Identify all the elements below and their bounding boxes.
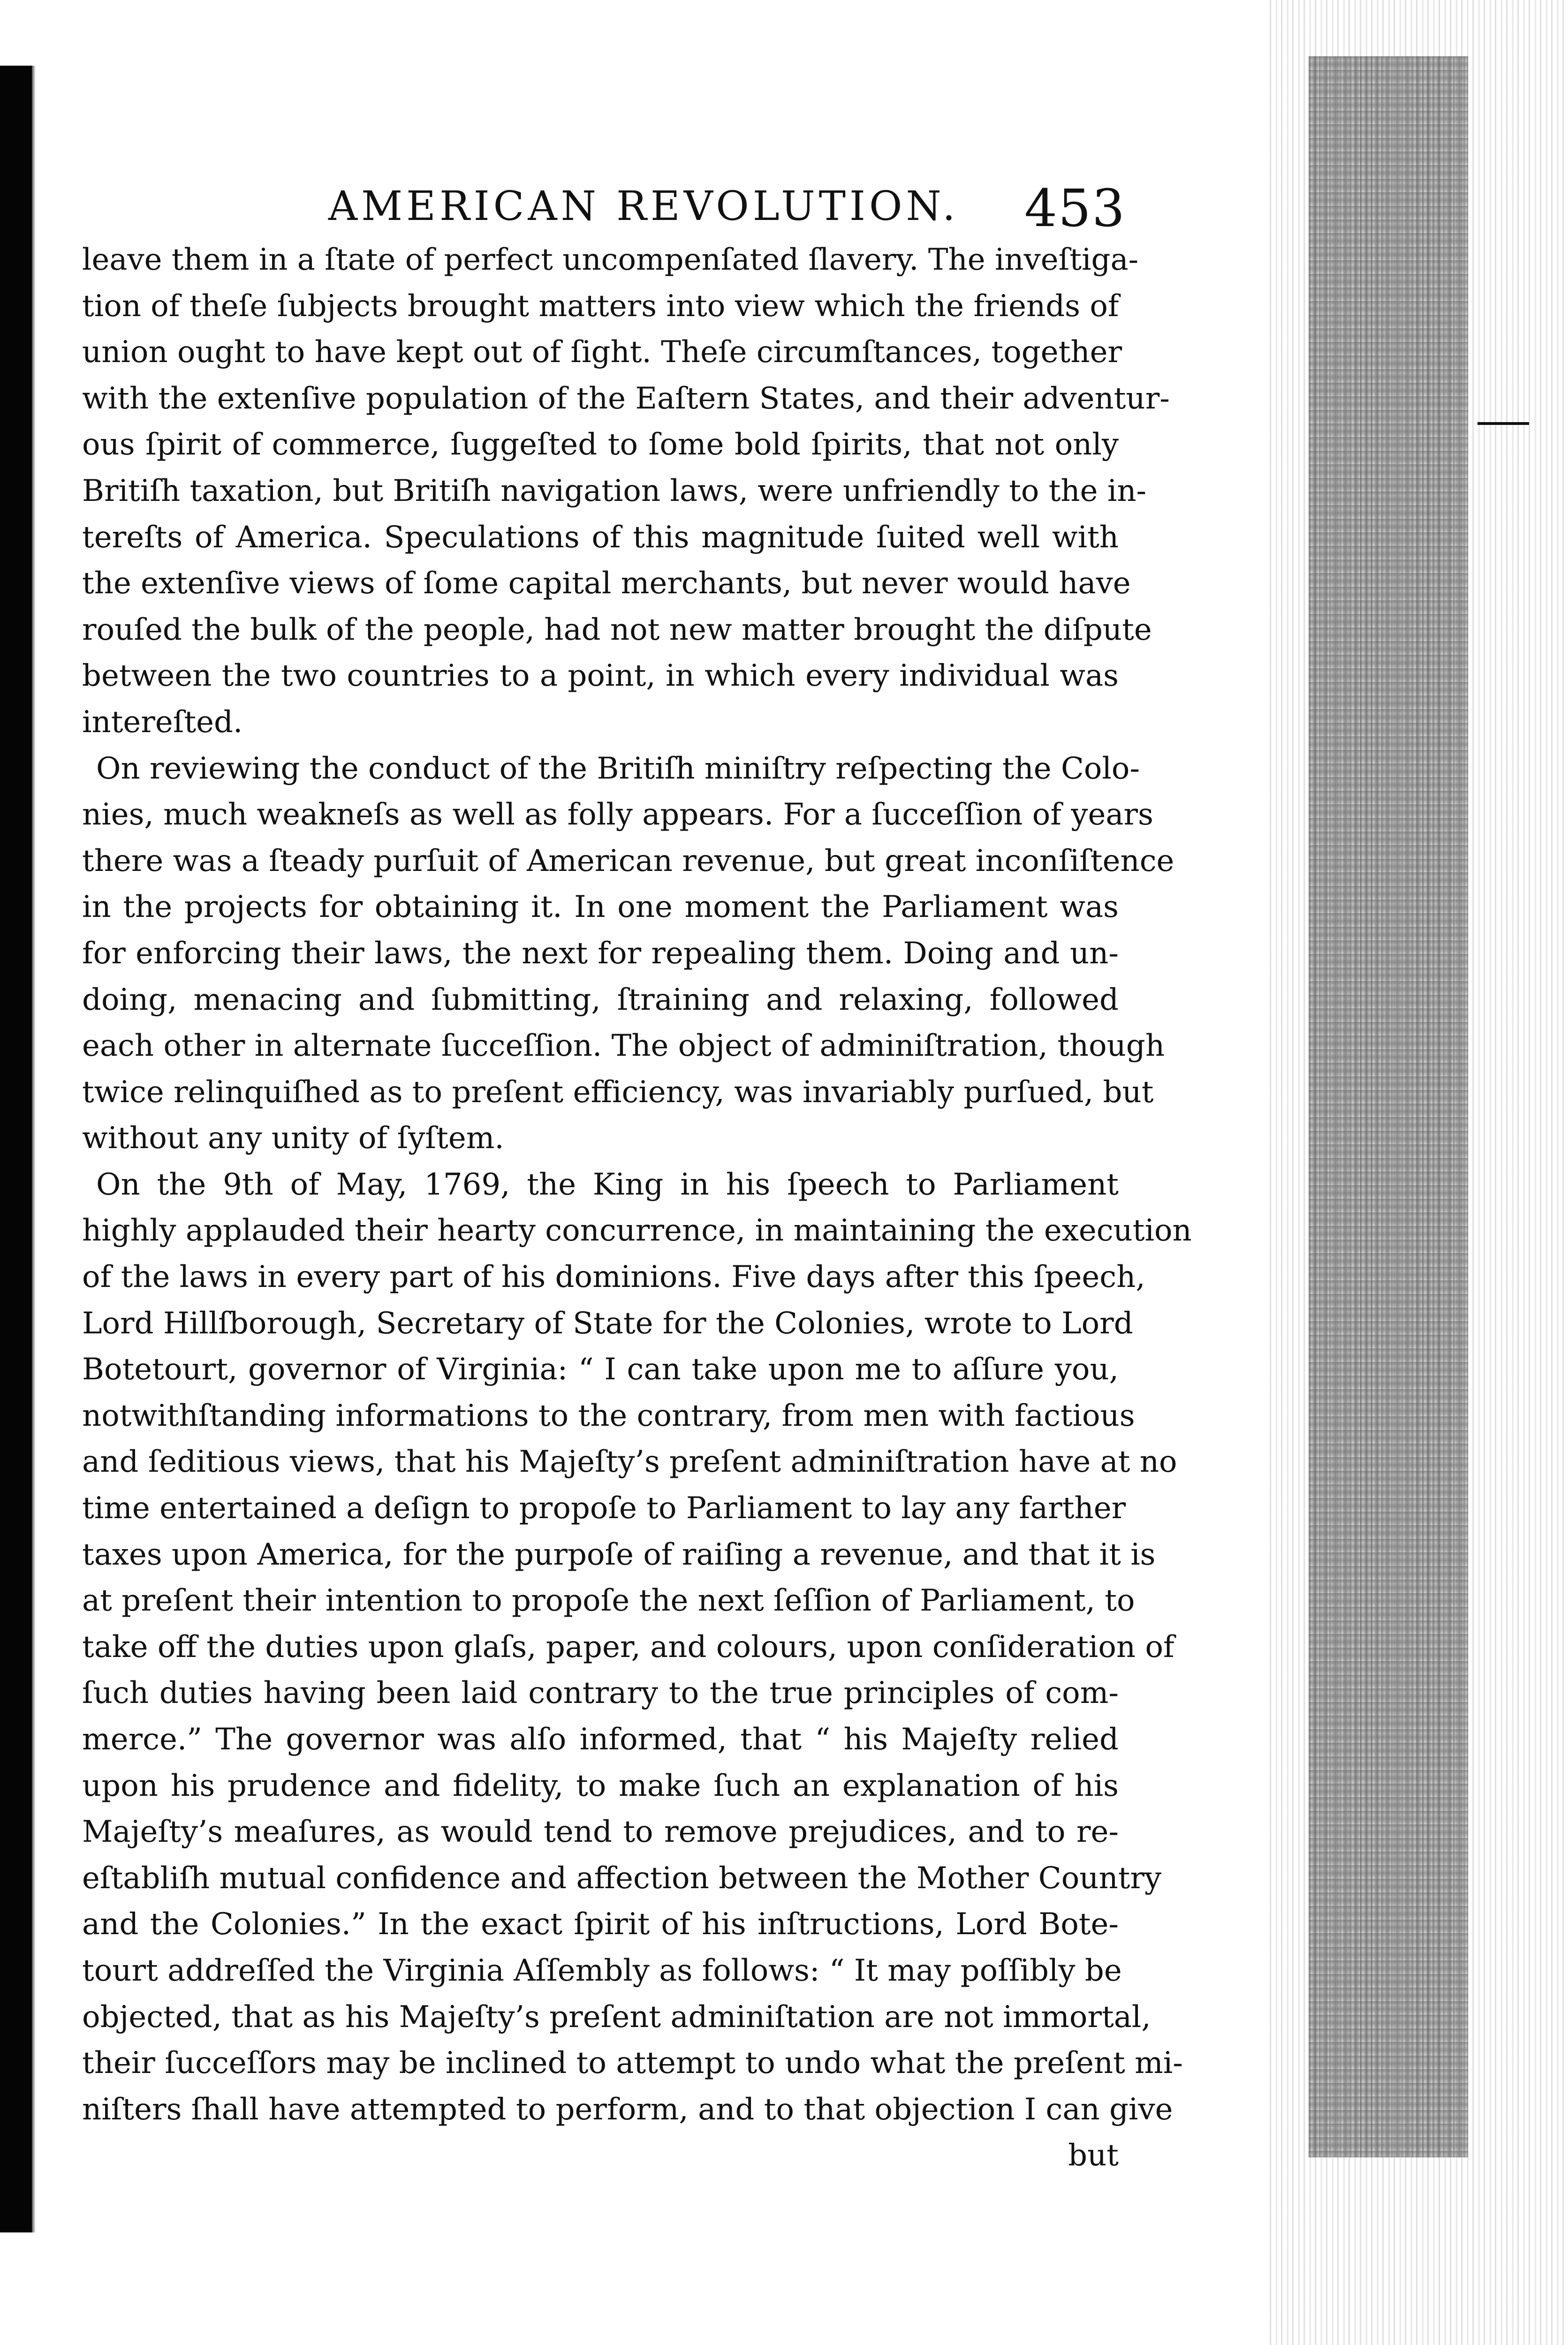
- paragraph-2: [82, 746, 1174, 1162]
- text-line: tereſts of America. Speculations of this magnitude ſuited well with: [82, 520, 1119, 555]
- scan-gutter-dark: [1309, 56, 1468, 2157]
- text-line: objected, that as his Majeſty’s preſent adminiſtation are not immortal,: [82, 1999, 1151, 2035]
- text-line: union ought to have kept out of ſight. Theſe circumſtances, together: [82, 335, 1122, 370]
- text-line: eſtabliſh mutual confidence and affection between the Mother Country: [82, 1861, 1162, 1896]
- catchword: but: [1068, 2138, 1119, 2173]
- text-line: rouſed the bulk of the people, had not new matter brought the diſpute: [82, 612, 1152, 647]
- text-line: intereſted.: [82, 704, 243, 740]
- text-line: highly applauded their hearty concurrence, in maintaining the execution: [82, 1213, 1192, 1248]
- text-line: Britiſh taxation, but Britiſh navigation laws, were unfriendly to the in-: [82, 473, 1147, 508]
- text-line: doing, menacing and ſubmitting, ſtraining and relaxing, followed: [82, 982, 1119, 1017]
- page-number: 453: [1024, 178, 1126, 238]
- running-head: AMERICAN REVOLUTION.: [328, 183, 959, 230]
- page-header: [328, 178, 1126, 244]
- binding-shadow-gradient: [32, 66, 36, 2232]
- text-line: On reviewing the conduct of the Britiſh miniſtry reſpecting the Colo-: [96, 751, 1140, 786]
- text-line: of the laws in every part of his dominions. Five days after this ſpeech,: [82, 1260, 1145, 1295]
- text-line: Lord Hillſborough, Secretary of State for the Colonies, wrote to Lord: [82, 1306, 1133, 1341]
- text-line: Majeſty’s meaſures, as would tend to remove prejudices, and to re-: [82, 1815, 1119, 1850]
- text-line: ſuch duties having been laid contrary to the true principles of com-: [82, 1676, 1119, 1711]
- text-line: and the Colonies.” In the exact ſpirit of his inſtructions, Lord Bote-: [82, 1907, 1119, 1942]
- text-line: Botetourt, governor of Virginia: “ I can take upon me to aſſure you,: [82, 1352, 1119, 1387]
- text-line: between the two countries to a point, in which every individual was: [82, 658, 1119, 694]
- text-line: there was a ſteady purſuit of American revenue, but great inconſiſtence: [82, 843, 1174, 878]
- paragraph-3: [82, 1162, 1192, 2133]
- text-line: in the projects for obtaining it. In one moment the Parliament was: [82, 890, 1119, 925]
- text-line: and ſeditious views, that his Majeſty’s preſent adminiſtration have at no: [82, 1445, 1177, 1480]
- text-line: twice relinquiſhed as to preſent efficiency, was invariably purſued, but: [82, 1074, 1154, 1110]
- text-line: the extenſive views of ſome capital merchants, but never would have: [82, 566, 1131, 601]
- text-line: notwithſtanding informations to the contrary, from men with factious: [82, 1398, 1135, 1433]
- text-line: On the 9th of May, 1769, the King in his ſpeech to Parliament: [96, 1167, 1119, 1202]
- text-line: taxes upon America, for the purpoſe of raiſing a revenue, and that it is: [82, 1537, 1156, 1572]
- text-line: each other in alternate ſucceſſion. The object of adminiſtration, though: [82, 1029, 1165, 1064]
- text-line: merce.” The governor was alſo informed, that “ his Majeſty relied: [82, 1722, 1119, 1757]
- text-line: upon his prudence and fidelity, to make ſuch an explanation of his: [82, 1768, 1119, 1803]
- text-line: leave them in a ſtate of perfect uncompenſated ſlavery. The inveſtiga-: [82, 242, 1139, 277]
- text-line: time entertained a deſign to propoſe to Parliament to lay any farther: [82, 1491, 1126, 1526]
- text-line: for enforcing their laws, the next for repealing them. Doing and un-: [82, 936, 1119, 971]
- text-line: with the extenſive population of the Eaſtern States, and their adventur-: [82, 381, 1170, 416]
- scan-gutter-mark: [1477, 422, 1529, 425]
- text-line: without any unity of ſyſtem.: [82, 1121, 504, 1156]
- text-line: their ſucceſſors may be inclined to attempt to undo what the preſent mi-: [82, 2046, 1183, 2081]
- text-line: tourt addreſſed the Virginia Aſſembly as follows: “ It may poſſibly be: [82, 1953, 1122, 1988]
- text-line: tion of theſe ſubjects brought matters into view which the friends of: [82, 288, 1119, 324]
- text-line: nies, much weakneſs as well as folly appears. For a ſucceſſion of years: [82, 797, 1153, 832]
- text-line: ous ſpirit of commerce, ſuggeſted to ſome bold ſpirits, that not only: [82, 427, 1119, 462]
- binding-shadow-bar: [0, 66, 32, 2232]
- paragraph-1: [82, 237, 1170, 746]
- body-text: [82, 237, 1192, 2179]
- text-line: take off the duties upon glaſs, paper, and colours, upon conſideration of: [82, 1629, 1174, 1664]
- text-line: at preſent their intention to propoſe the next ſeſſion of Parliament, to: [82, 1583, 1135, 1619]
- text-line: niſters ſhall have attempted to perform, and to that objection I can give: [82, 2092, 1173, 2127]
